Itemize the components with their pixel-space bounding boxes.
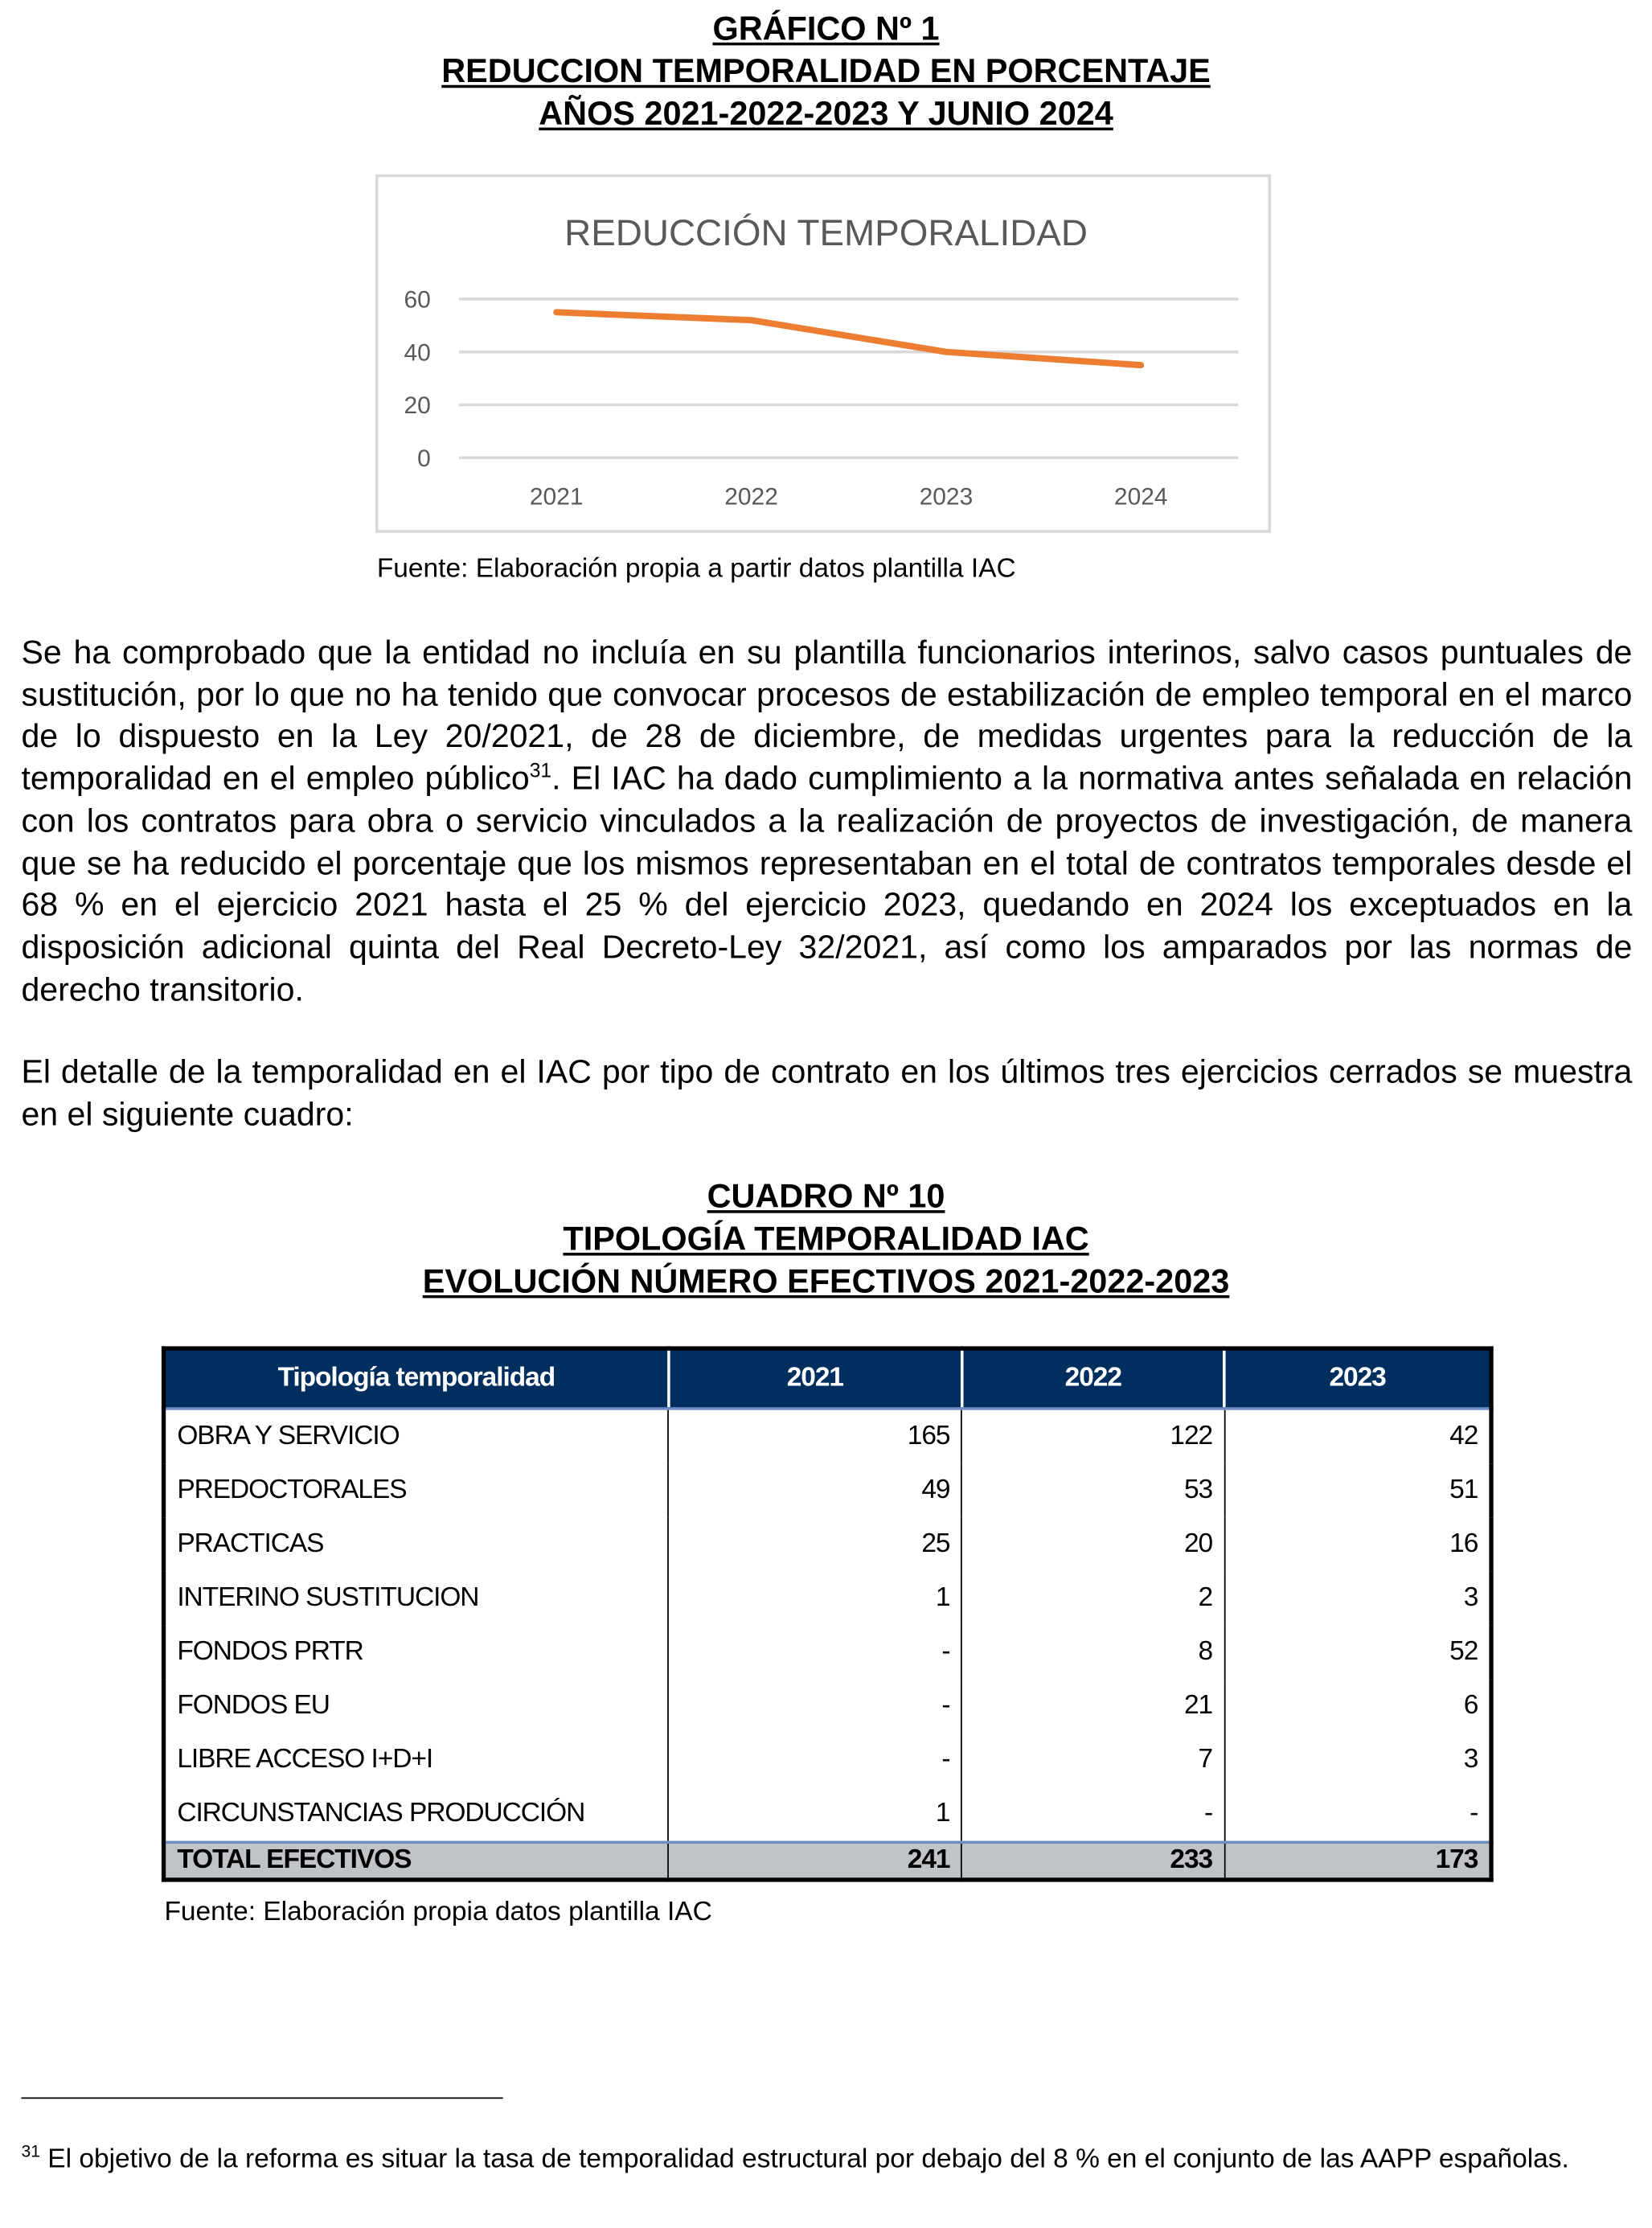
value-cell: 3 [1224,1572,1491,1626]
value-cell: 241 [668,1842,961,1880]
row-label: INTERINO SUSTITUCION [177,1582,479,1613]
paragraph-2: El detalle de la temporalidad en el IAC por tipo de contrato en los últimos tres ejercicios cerrados se muestra en el siguiente cuadro: [21,1052,1633,1132]
value-cell: 7 [961,1734,1224,1787]
temporality-table [162,1346,1494,1881]
header-cell: Tipología temporalidad [164,1348,669,1409]
table-title-line1: CUADRO Nº 10 [707,1177,945,1215]
value-cell: 8 [961,1626,1224,1680]
x-tick-label: 2023 [919,483,974,511]
value-cell: 1 [668,1572,961,1626]
row-label: PRACTICAS [177,1528,324,1559]
paragraph-1-text-cont: . El IAC ha dado cumplimiento a la normativa antes señalada en relación con los contratos para obra o servicio vinculados a la realización de proyectos de investigación, de manera que se ha reducido el porcentaje que los mismos representaban en el total de contratos temporales desde el 68 % en el ejercicio 2021 hasta el 25 % del ejercicio 2023, quedando en 2024 los exceptuados en la disposición adicional quinta del Real Decreto-Ley 32/2021, así como los amparados por las normas de derecho transitorio. [21,759,1633,1007]
value-cell: 6 [1224,1680,1491,1734]
value-cell: 49 [668,1464,961,1518]
table-row [164,1518,1491,1572]
paragraph-1-text: Se ha comprobado que la entidad no incluía en su plantilla funcionarios interinos, salvo casos puntuales de sustitución, por lo que no ha tenido que convocar procesos de estabilización de empleo temporal en el marco de lo dispuesto en la Ley 20/2021, de 28 de diciembre, de medidas urgentes para la reducción de la temporalidad en el empleo público [21,633,1633,797]
value-cell: 173 [1224,1842,1491,1880]
row-label: OBRA Y SERVICIO [177,1421,400,1451]
row-label: CIRCUNSTANCIAS PRODUCCIÓN [177,1798,585,1828]
x-tick-label: 2024 [1113,483,1168,511]
value-cell: 20 [961,1518,1224,1572]
table-row [164,1787,1491,1843]
value-cell: - [961,1787,1224,1843]
row-label: PREDOCTORALES [177,1475,407,1505]
value-cell: 53 [961,1464,1224,1518]
footnote [21,2134,1632,2177]
y-tick-label: 20 [404,392,431,420]
table-row [164,1572,1491,1626]
footnote-text: El objetivo de la reforma es situar la tasa de temporalidad estructural por debajo del 8 % en el conjunto de las AAPP españolas. [39,2144,1569,2175]
value-cell: 1 [668,1787,961,1843]
chart-svg [379,177,1274,535]
y-tick-label: 0 [417,445,431,472]
table-row [164,1626,1491,1680]
row-label: FONDOS EU [177,1690,330,1721]
value-cell: - [1224,1787,1491,1843]
value-cell: 51 [1224,1464,1491,1518]
footnote-number: 31 [21,2141,40,2161]
x-tick-label: 2022 [724,483,778,511]
table-row [164,1464,1491,1518]
figure-title-line1: GRÁFICO Nº 1 [712,10,940,47]
value-cell: 165 [668,1409,961,1464]
value-cell: 21 [961,1680,1224,1734]
table-source: Fuente: Elaboración propia datos plantilla IAC [164,1897,712,1927]
value-cell: 2 [961,1572,1224,1626]
row-label: LIBRE ACCESO I+D+I [177,1744,433,1775]
header-cell: 2021 [668,1348,961,1409]
value-cell: 52 [1224,1626,1491,1680]
figure-title-line3: AÑOS 2021-2022-2023 Y JUNIO 2024 [539,95,1113,132]
paragraph-1 [21,632,1632,1011]
header-cell: 2022 [961,1348,1224,1409]
table-row [164,1409,1491,1464]
row-label: FONDOS PRTR [177,1636,363,1667]
table-title-line3: EVOLUCIÓN NÚMERO EFECTIVOS 2021-2022-2023 [422,1262,1230,1300]
chart-title: REDUCCIÓN TEMPORALIDAD [564,211,1088,253]
figure-source: Fuente: Elaboración propia a partir datos plantilla IAC [376,554,1016,585]
table-title-line2: TIPOLOGÍA TEMPORALIDAD IAC [563,1220,1089,1258]
table-title [0,1175,1652,1303]
figure-title [0,7,1652,135]
header-cell: 2023 [1224,1348,1491,1409]
y-tick-label: 40 [404,339,431,367]
figure-title-line2: REDUCCION TEMPORALIDAD EN PORCENTAJE [441,52,1211,90]
y-tick-label: 60 [404,286,431,314]
footnote-ref[interactable]: 31 [529,758,552,782]
value-cell: 25 [668,1518,961,1572]
x-tick-label: 2021 [529,483,584,511]
value-cell: 122 [961,1409,1224,1464]
value-cell: - [668,1626,961,1680]
value-cell: 42 [1224,1409,1491,1464]
value-cell: - [668,1734,961,1787]
series-line [556,312,1141,365]
value-cell: 233 [961,1842,1224,1880]
value-cell: 16 [1224,1518,1491,1572]
table-total-row [164,1842,1491,1880]
row-label: TOTAL EFECTIVOS [164,1842,669,1880]
table-header-row [164,1348,1491,1409]
footnote-divider [21,2098,502,2099]
value-cell: - [668,1680,961,1734]
line-chart [375,174,1271,533]
table-row [164,1680,1491,1734]
value-cell: 3 [1224,1734,1491,1787]
table-row [164,1734,1491,1787]
